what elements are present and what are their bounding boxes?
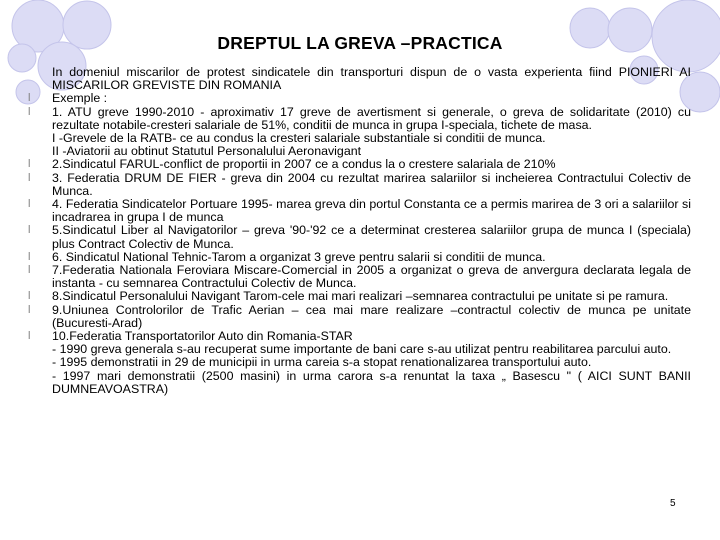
list-item: l 6. Sindicatul National Tehnic-Tarom a organizat 3 greve pentru salarii si conditii de munca.: [52, 251, 691, 264]
list-item: l 9.Uniunea Controlorilor de Trafic Aerian – cea mai mare realizare –contractul colectiv de munca pe unitate (Bucuresti-Arad): [52, 304, 691, 330]
slide-title: DREPTUL LA GREVA –PRACTICA: [217, 33, 503, 53]
list-item: l 10.Federatia Transportatorilor Auto din Romania-STAR: [52, 330, 691, 343]
list-item: l 5.Sindicatul Liber al Navigatorilor – greva '90-'92 ce a determinat cresterea salariilor grupa de munca I (speciala) plus Contract Colectiv de Munca.: [52, 224, 691, 250]
list-subitem: II -Aviatorii au obtinut Statutul Personalului Aeronavigant: [52, 144, 362, 159]
intro-paragraph: In domeniul miscarilor de protest sindicatele din transporturi dispun de o vasta experienta fiind PIONIERI AI MISCARILOR GREVISTE DIN ROMANIA: [52, 65, 691, 93]
list-item: l Exemple :: [52, 92, 691, 105]
list-item: l 2.Sindicatul FARUL-conflict de proportii in 2007 ce a condus la o crestere salariala de 210%: [52, 158, 691, 171]
list-subitem: - 1997 mari demonstratii (2500 masini) in urma carora s-a renuntat la taxa „ Basescu " ( AICI SUNT BANII DUMNEAVOASTRA): [52, 368, 691, 396]
list-item: l 4. Federatia Sindicatelor Portuare 1995- marea greva din portul Constanta ce a permis marirea de 3 ori a salariilor si incadrarea in grupa I de munca: [52, 198, 691, 224]
list-subitem: - 1990 greva generala s-au recuperat sume importante de bani care s-au utilizat pentru reabilitarea parcului auto.: [52, 342, 672, 357]
slide-body: [52, 66, 691, 396]
list-item: l 8.Sindicatul Personalului Navigant Tarom-cele mai mari realizari –semnarea contractului pe unitate si pe ramura.: [52, 290, 691, 303]
list-item: l 7.Federatia Nationala Feroviara Miscare-Comercial in 2005 a organizat o greva de anvergura declarata legala de instanta - cu semnarea Contractului Colectiv de Munca.: [52, 264, 691, 290]
list-item: l 1. ATU greve 1990-2010 - aproximativ 17 greve de avertisment si generale, o greva de solidaritate (2010) cu rezultate notabile-cresteri salariale de 51%, conditii de munca in grupa I-speciala, tichete de masa.: [52, 106, 691, 132]
page-number: 5: [670, 498, 676, 509]
list-subitem: I -Grevele de la RATB- ce au condus la cresteri salariale substantiale si conditii de munca.: [52, 131, 546, 146]
list-subitem: - 1995 demonstratii in 29 de municipii in urma careia s-a stopat renationalizarea transportului auto.: [52, 355, 592, 370]
list-item: l 3. Federatia DRUM DE FIER - greva din 2004 cu rezultat marirea salariilor si incheierea Contractului Colectiv de Munca.: [52, 172, 691, 198]
